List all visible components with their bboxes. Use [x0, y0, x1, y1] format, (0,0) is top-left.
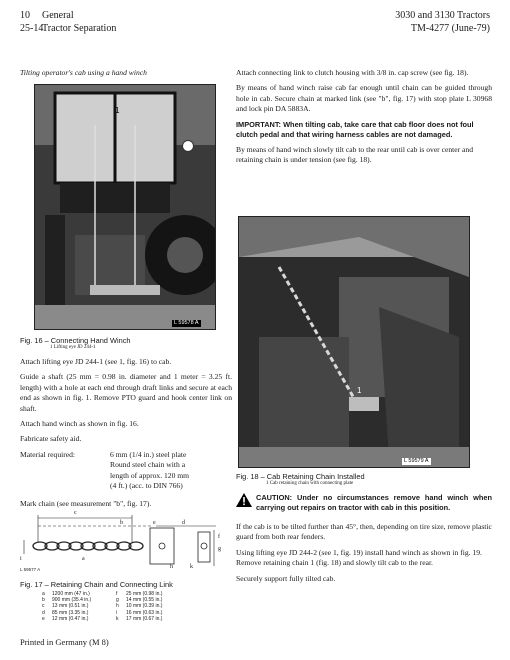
paragraph: Fabricate safety aid. [20, 434, 82, 444]
chain-diagram [20, 512, 232, 576]
material-line: 6 mm (1/4 in.) steel plate [110, 449, 187, 459]
legend-value: 14 mm (0.55 in.) [126, 597, 163, 604]
page-number: 10 [20, 10, 30, 21]
material-list [20, 450, 232, 492]
figure-16-caption: Fig. 16 – Connecting Hand Winch [20, 336, 131, 345]
material-values [110, 450, 232, 492]
section-heading: Tilting operator's cab using a hand winch [20, 68, 147, 77]
important-note: IMPORTANT: When tilting cab, take care that cab floor does not foul clutch pedal and that wiring harness cables are not damaged. [236, 119, 474, 139]
legend-key: k [116, 615, 119, 622]
manual-number: TM-4277 (June-79) [410, 23, 490, 34]
left-column-body [20, 336, 232, 515]
tractor-cab-winch-image [35, 85, 215, 329]
dimension-label-d: d [182, 520, 185, 526]
material-label: Material required: [20, 449, 76, 459]
figure-17-ref: L 59577 A [20, 567, 41, 572]
figure-16-ref: L 59578 A [174, 320, 199, 326]
figure-16-photo [34, 84, 216, 330]
right-column-body [236, 472, 492, 589]
legend-key: h [116, 603, 119, 610]
dimension-label-c: c [74, 510, 77, 516]
dimension-label-f: f [218, 534, 220, 540]
figure-17-caption: Fig. 17 – Retaining Chain and Connecting Link [20, 580, 173, 589]
section-title: Tractor Separation [42, 23, 117, 34]
paragraph: Attach hand winch as shown in fig. 16. [20, 419, 139, 429]
paragraph: Guide a shaft (25 mm = 0.98 in. diameter and 1 meter = 3.25 ft. length) with a hole at each end through draft links and secure at each end as shown in fig. 1. Remove PTO guard and hook center link on shaft. [20, 372, 232, 413]
warning-icon [236, 493, 252, 507]
paragraph: By means of hand winch raise cab far enough until chain can be guided through hole in cab. Secure chain at marked link (see "b", fig. 17) with stop plate L 30968 and lock pin DA 5883A. [236, 83, 492, 114]
legend-key: a [42, 591, 45, 597]
paragraph: Mark chain (see measurement "b", fig. 17). [20, 499, 152, 509]
material-line: (4 ft.) (acc. to DIN 766) [110, 481, 183, 491]
legend-value: 12 mm (0.47 in.) [52, 615, 89, 622]
material-line: Round steel chain with a [110, 460, 186, 470]
dimension-label-e: e [153, 520, 156, 526]
figure-18-sub: 1 Cab retaining chain with connecting plate [266, 481, 354, 486]
legend-key: f [116, 591, 118, 597]
dimension-label-b: b [120, 520, 123, 526]
dimension-label-h: h [170, 564, 173, 570]
callout-circle-icon [182, 140, 194, 152]
legend-value: 13 mm (0.51 in.) [52, 603, 89, 610]
figure-18-photo [238, 216, 470, 468]
legend-key: d [42, 609, 45, 616]
caution-block [236, 493, 492, 518]
paragraph: Securely support fully tilted cab. [236, 573, 336, 583]
page-footer [20, 636, 109, 648]
legend-value: 900 mm (35.4 in.) [52, 597, 92, 604]
paragraph: Attach connecting link to clutch housing with 3/8 in. cap screw (see fig. 18). [236, 68, 469, 77]
legend-value: 1200 mm (47 in.) [52, 591, 90, 597]
legend-value: 16 mm (0.63 in.) [126, 609, 163, 616]
legend-key: g [116, 597, 119, 604]
legend-value: 17 mm (0.67 in.) [126, 615, 163, 622]
section-name: General [42, 10, 74, 21]
figure-18-ref: L 59579 A [404, 458, 429, 464]
dimension-label-k: k [190, 564, 193, 570]
legend-key: b [42, 597, 45, 604]
dimension-label-g: g [218, 546, 221, 552]
legend-key: c [42, 603, 45, 610]
dimension-label-a: a [82, 556, 85, 562]
paragraph: Attach lifting eye JD 244-1 (see 1, fig. 16) to cab. [20, 357, 172, 366]
legend-value: 85 mm (3.35 in.) [52, 609, 89, 616]
manual-title: 3030 and 3130 Tractors [395, 10, 490, 21]
legend-value: 10 mm (0.39 in.) [126, 603, 163, 610]
material-line: length of approx. 120 mm [110, 470, 190, 480]
legend-key: i [116, 609, 118, 616]
legend-value: 25 mm (0.98 in.) [126, 591, 163, 597]
right-column [236, 68, 492, 170]
page-header [20, 10, 490, 40]
figure-17-legend [42, 591, 232, 622]
caution-text: CAUTION: Under no circumstances remove hand winch when carrying out repairs on tractor with cab in this position. [256, 493, 492, 512]
paragraph: Using lifting eye JD 244-2 (see 1, fig. 19) install hand winch as shown in fig. 19. Remove retaining chain 1 (fig. 18) and slowly tilt cab to the rear. [236, 547, 482, 568]
cab-retaining-chain-image [239, 217, 469, 467]
figure-17-diagram [20, 512, 232, 576]
footer-text: Printed in Germany (M 8) [20, 637, 109, 647]
figure-16-sub: 1 Lifting eye JD 244-1 [50, 345, 96, 350]
figure-17-block [20, 580, 232, 622]
svg-text:1: 1 [357, 386, 362, 395]
paragraph: If the cab is to be tilted further than 45°, then, depending on tire size, remove plastic guard from both rear fenders. [236, 522, 492, 542]
figure-18-caption: Fig. 18 – Cab Retaining Chain Installed [236, 472, 365, 481]
paragraph: By means of hand winch slowly tilt cab to the rear until cab is over center and retaining chain is under tension (see fig. 18). [236, 144, 474, 165]
left-column [20, 68, 232, 83]
dimension-label-i: i [20, 556, 22, 562]
section-page: 25-14 [20, 23, 44, 34]
svg-text:1: 1 [115, 106, 120, 115]
legend-key: e [42, 615, 45, 622]
